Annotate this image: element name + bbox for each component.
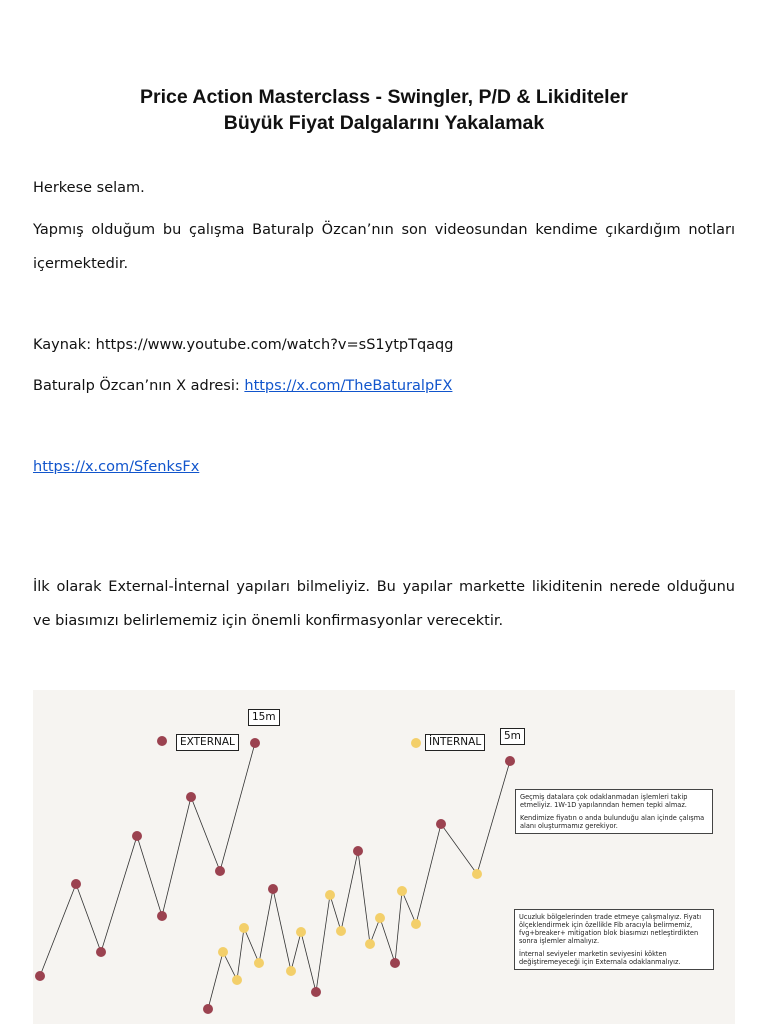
structure-figure — [33, 690, 735, 1024]
internal-swing-dot — [375, 913, 385, 923]
timeframe-15m-label: 15m — [248, 709, 280, 726]
external-swing-dot — [250, 738, 260, 748]
sfenks-link[interactable]: https://x.com/SfenksFx — [33, 459, 200, 475]
x-address-line — [33, 376, 735, 396]
intro-line2: içermektedir. — [33, 256, 129, 272]
intro-line1: Yapmış olduğum bu çalışma Baturalp Özcan’nın son videosundan kendime çıkardığım notları — [33, 222, 735, 238]
timeframe-5m-label: 5m — [500, 728, 525, 745]
internal-major-dot — [203, 1004, 213, 1014]
structure-diagram — [33, 690, 735, 1024]
internal-swing-dot — [411, 919, 421, 929]
internal-major-dot — [505, 756, 515, 766]
greeting-text: Herkese selam. — [33, 180, 145, 196]
external-swing-dot — [35, 971, 45, 981]
note-box-1 — [515, 789, 713, 834]
internal-major-dot — [390, 958, 400, 968]
internal-major-dot — [436, 819, 446, 829]
internal-swing-dot — [296, 927, 306, 937]
sfenks-line — [33, 457, 735, 477]
external-swing-dot — [157, 911, 167, 921]
external-swing-dot — [96, 947, 106, 957]
internal-major-dot — [311, 987, 321, 997]
x-address-link[interactable]: https://x.com/TheBaturalpFX — [244, 378, 453, 394]
external-legend-dot — [157, 736, 167, 746]
internal-swing-dot — [218, 947, 228, 957]
external-swing-dot — [71, 879, 81, 889]
note1-paragraph2: Kendimize fiyatın o anda bulunduğu alan içinde çalışma alanı oluşturmamız gerekiyor. — [520, 814, 705, 830]
internal-swing-dot — [254, 958, 264, 968]
internal-swing-dot — [286, 966, 296, 976]
document-title-line1: Price Action Masterclass - Swingler, P/D & Likiditeler — [139, 86, 629, 108]
internal-swing-dot — [472, 869, 482, 879]
internal-swing-dot — [232, 975, 242, 985]
source-text: Kaynak: https://www.youtube.com/watch?v=sS1ytpTqaqg — [33, 337, 454, 353]
internal-swing-dot — [336, 926, 346, 936]
note-box-2 — [514, 909, 714, 970]
x-address-label: Baturalp Özcan’nın X adresi: — [33, 378, 245, 394]
internal-label: İNTERNAL — [425, 734, 485, 751]
internal-major-dot — [268, 884, 278, 894]
note2-paragraph1: Ucuzluk bölgelerinden trade etmeye çalışmalıyız. Fiyatı ölçeklendirmek için özellikle Fib aracıyla belirmemiz, fvg+breaker+ mitigation blok biasımızı netleştirdikten sonra işlemler almalıyız. — [519, 913, 702, 945]
internal-swing-line — [208, 761, 510, 1009]
internal-swing-dot — [365, 939, 375, 949]
note1-paragraph1: Geçmiş datalara çok odaklanmadan işlemleri takip etmeliyiz. 1W-1D yapılarından hemen tepki almaz. — [520, 793, 688, 809]
internal-major-dot — [353, 846, 363, 856]
document-title-line2: Büyük Fiyat Dalgalarını Yakalamak — [223, 112, 545, 134]
external-swing-dot — [132, 831, 142, 841]
internal-swing-dot — [325, 890, 335, 900]
external-swing-dot — [186, 792, 196, 802]
external-label: EXTERNAL — [176, 734, 239, 751]
body-line1: İlk olarak External-İnternal yapıları bilmeliyiz. Bu yapılar markette likiditenin nerede olduğunu — [33, 579, 735, 595]
note2-paragraph2: İnternal seviyeler marketin seviyesini kökten değiştiremeyeceği için Externala odaklanmalıyız. — [519, 950, 681, 966]
body-line2: ve biasımızı belirlememiz için önemli konfirmasyonlar verecektir. — [33, 613, 504, 629]
internal-legend-dot — [411, 738, 421, 748]
internal-swing-dot — [239, 923, 249, 933]
internal-swing-dot — [397, 886, 407, 896]
external-swing-dot — [215, 866, 225, 876]
external-swing-line — [40, 743, 255, 976]
